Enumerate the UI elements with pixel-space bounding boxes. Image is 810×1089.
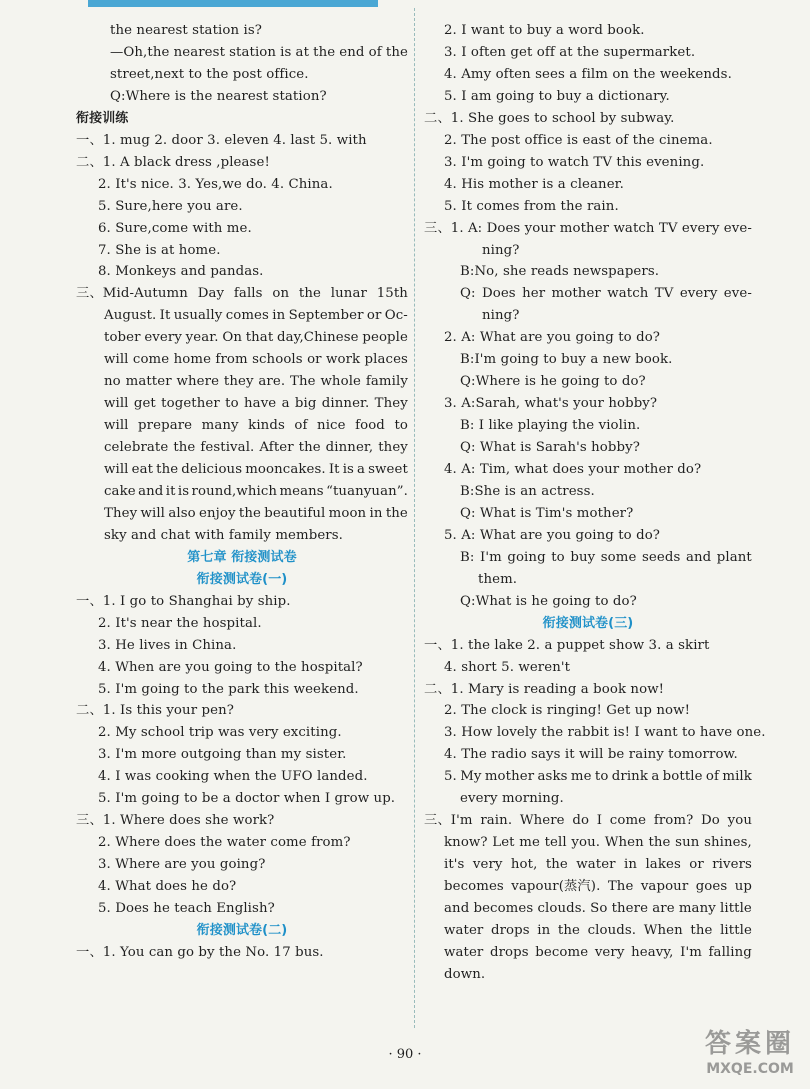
right-text-line: becomes vapour(蒸汽). The vapour goes up (444, 879, 752, 895)
right-text-line: 3. How lovely the rabbit is! I want to have one. (444, 725, 766, 741)
left-text-line: street,next to the post office. (110, 66, 309, 82)
left-text-line: They will also enjoy the beautiful moon in the (104, 505, 408, 521)
right-text-line: 一、1. the lake 2. a puppet show 3. a skirt (424, 637, 710, 653)
left-text-line: 衔接测试卷(二) (196, 922, 288, 938)
left-text-line: 5. I'm going to the park this weekend. (98, 681, 359, 697)
right-text-line: down. (444, 966, 486, 982)
right-text-line: water drops become very heavy, I'm falling (444, 944, 752, 960)
right-text-line: 2. I want to buy a word book. (444, 23, 645, 38)
header-bar (88, 0, 378, 7)
left-text-line: 一、1. mug 2. door 3. eleven 4. last 5. with (76, 132, 367, 148)
left-text-line: 三、1. Where does she work? (76, 813, 275, 829)
right-text-line: Q: What is Sarah's hobby? (460, 440, 640, 456)
right-text-line: and becomes clouds. So there are many little (444, 901, 752, 916)
right-text-line: 二、1. She goes to school by subway. (424, 110, 675, 126)
left-text-line: August. It usually comes in September or Oc- (104, 308, 408, 324)
left-text-line: 3. He lives in China. (98, 637, 237, 653)
left-text-line: —Oh,the nearest station is at the end of the (110, 44, 408, 60)
column-divider (414, 8, 415, 1028)
right-text-line: know? Let me tell you. When the sun shines, (444, 835, 752, 851)
left-text-line: 5. I'm going to be a doctor when I grow up. (98, 791, 396, 807)
right-text-line: them. (478, 571, 518, 587)
right-text-line: B: I'm going to buy some seeds and plant (460, 549, 752, 565)
left-text-line: 7. She is at home. (98, 242, 221, 258)
right-text-line: every morning. (460, 791, 564, 807)
right-text-line: 4. A: Tim, what does your mother do? (444, 462, 702, 477)
right-text-line: 4. His mother is a cleaner. (444, 176, 624, 192)
right-text-line: 3. I often get off at the supermarket. (444, 44, 696, 60)
right-text-line: 三、I'm rain. Where do I come from? Do you (424, 813, 752, 829)
left-text-line: 2. It's nice. 3. Yes,we do. 4. China. (98, 176, 333, 192)
right-text-line: 5. I am going to buy a dictionary. (444, 88, 670, 104)
right-text-line: 5. It comes from the rain. (444, 198, 619, 214)
right-text-line: 4. The radio says it will be rainy tomorrow. (444, 747, 738, 763)
left-text-line: will come home from schools or work places (104, 352, 408, 368)
left-text-line: cake and it is round,which means “tuanyuan”. (104, 483, 408, 499)
left-text-line: 4. When are you going to the hospital? (98, 659, 363, 675)
right-text-line: Q: What is Tim's mother? (460, 505, 634, 521)
watermark-logo-text: 答案圈 (704, 1029, 795, 1059)
right-text-line: Q: Does her mother watch TV every eve- (460, 286, 752, 302)
left-text-line: 第七章 衔接测试卷 (187, 549, 297, 565)
watermark (690, 1028, 810, 1088)
right-text-line: 3. A:Sarah, what's your hobby? (444, 396, 658, 412)
right-text-line: 2. A: What are you going to do? (444, 330, 661, 346)
left-text-line: 衔接训练 (76, 110, 129, 126)
left-text-line: 3. I'm more outgoing than my sister. (98, 747, 347, 763)
left-text-line: 3. Where are you going? (98, 857, 266, 873)
page-number: · 90 · (388, 1047, 422, 1062)
left-text-line: 一、1. You can go by the No. 17 bus. (76, 944, 324, 960)
right-text-line: B: I like playing the violin. (460, 418, 641, 434)
left-text-line: tober every year. On that day,Chinese people (104, 330, 408, 346)
right-text-line: water drops in the clouds. When the little (444, 922, 752, 938)
left-text-line: 5. Sure,here you are. (98, 198, 243, 214)
right-text-line: B:No, she reads newspapers. (460, 264, 660, 280)
right-text-line: 4. Amy often sees a film on the weekends. (444, 66, 732, 82)
right-text-line: 5. My mother asks me to drink a bottle of milk (444, 769, 752, 785)
right-text-line: Q:What is he going to do? (460, 593, 637, 609)
right-text-line: it's very hot, the water in lakes or rivers (444, 857, 752, 873)
left-text-line: 5. Does he teach English? (98, 901, 275, 916)
left-text-line: 6. Sure,come with me. (98, 220, 252, 236)
left-text-line: no matter where they are. The whole family (104, 374, 408, 390)
left-text-line: 二、1. A black dress ,please! (76, 154, 270, 170)
left-text-line: 2. It's near the hospital. (98, 615, 262, 631)
right-text-line: B:She is an actress. (460, 483, 595, 499)
left-text-line: 8. Monkeys and pandas. (98, 264, 264, 280)
left-text-line: will get together to have a big dinner. They (104, 396, 408, 412)
watermark-url: MXQE.COM (706, 1061, 794, 1077)
left-text-line: 4. I was cooking when the UFO landed. (98, 769, 368, 785)
right-text-line: 5. A: What are you going to do? (444, 527, 661, 543)
right-text-line: 4. short 5. weren't (444, 659, 571, 675)
left-text-line: the nearest station is? (110, 23, 262, 38)
left-text-line: 三、Mid-Autumn Day falls on the lunar 15th (76, 286, 408, 302)
left-text-line: 一、1. I go to Shanghai by ship. (76, 593, 291, 609)
left-text-line: 二、1. Is this your pen? (76, 703, 234, 719)
left-text-line: 衔接测试卷(一) (196, 571, 288, 587)
right-text-line: 衔接测试卷(三) (542, 615, 634, 631)
right-text-line: 3. I'm going to watch TV this evening. (444, 154, 705, 170)
right-text-line: 二、1. Mary is reading a book now! (424, 681, 665, 697)
left-text-line: sky and chat with family members. (104, 527, 344, 543)
right-text-line: 三、1. A: Does your mother watch TV every eve- (424, 220, 752, 236)
right-text-line: ning? (482, 242, 520, 258)
right-text-line: ning? (482, 308, 520, 324)
right-text-line: B:I'm going to buy a new book. (460, 352, 673, 368)
left-text-line: celebrate the festival. After the dinner, they (104, 440, 408, 456)
right-text-line: 2. The clock is ringing! Get up now! (444, 703, 691, 719)
right-text-line: 2. The post office is east of the cinema. (444, 132, 713, 148)
left-text-line: 2. Where does the water come from? (98, 835, 351, 851)
left-text-line: will prepare many kinds of nice food to (104, 418, 408, 434)
left-text-line: Q:Where is the nearest station? (110, 88, 327, 104)
right-text-line: Q:Where is he going to do? (460, 374, 646, 390)
left-text-line: will eat the delicious mooncakes. It is a sweet (104, 462, 408, 477)
left-text-line: 2. My school trip was very exciting. (98, 725, 342, 741)
left-text-line: 4. What does he do? (98, 879, 237, 895)
